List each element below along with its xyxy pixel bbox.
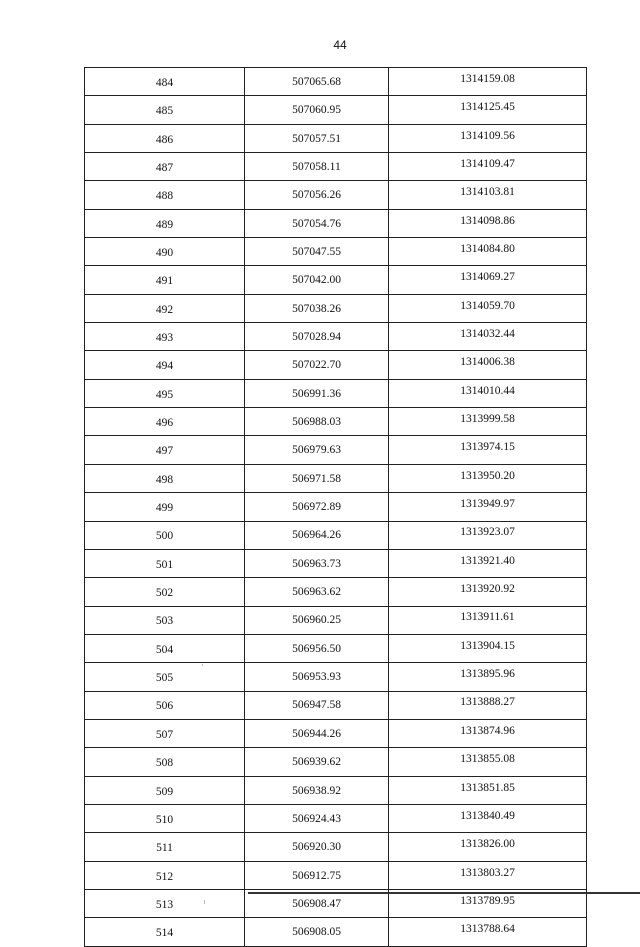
- table-row: [85, 691, 587, 719]
- x-coordinate-cell: 506908.47: [245, 889, 389, 917]
- table-row: [85, 153, 587, 181]
- table-row: [85, 209, 587, 237]
- x-coordinate-cell: 507022.70: [245, 351, 389, 379]
- table-row: [85, 68, 587, 96]
- table-row: [85, 606, 587, 634]
- y-coordinate-cell: 1313874.96: [389, 719, 587, 747]
- x-coordinate-cell: 506953.93: [245, 663, 389, 691]
- y-coordinate-cell: 1314032.44: [389, 323, 587, 351]
- x-coordinate-cell: 506912.75: [245, 861, 389, 889]
- point-number-cell: 505: [85, 663, 245, 691]
- scan-speck: [202, 664, 203, 666]
- point-number-cell: 491: [85, 266, 245, 294]
- point-number-cell: 503: [85, 606, 245, 634]
- y-coordinate-cell: 1314084.80: [389, 238, 587, 266]
- x-coordinate-cell: 506939.62: [245, 748, 389, 776]
- x-coordinate-cell: 507042.00: [245, 266, 389, 294]
- x-coordinate-cell: 506938.92: [245, 776, 389, 804]
- x-coordinate-cell: 507057.51: [245, 124, 389, 152]
- point-number-cell: 496: [85, 408, 245, 436]
- point-number-cell: 513: [85, 889, 245, 917]
- table-row: [85, 549, 587, 577]
- table-row: [85, 238, 587, 266]
- y-coordinate-cell: 1313950.20: [389, 464, 587, 492]
- point-number-cell: 494: [85, 351, 245, 379]
- point-number-cell: 490: [85, 238, 245, 266]
- x-coordinate-cell: 506964.26: [245, 521, 389, 549]
- table-row: [85, 804, 587, 832]
- x-coordinate-cell: 506963.62: [245, 578, 389, 606]
- y-coordinate-cell: 1313923.07: [389, 521, 587, 549]
- y-coordinate-cell: 1313904.15: [389, 634, 587, 662]
- point-number-cell: 511: [85, 833, 245, 861]
- point-number-cell: 486: [85, 124, 245, 152]
- y-coordinate-cell: 1313788.64: [389, 918, 587, 946]
- point-number-cell: 501: [85, 549, 245, 577]
- point-number-cell: 514: [85, 918, 245, 946]
- table-row: [85, 124, 587, 152]
- y-coordinate-cell: 1313920.92: [389, 578, 587, 606]
- y-coordinate-cell: 1313999.58: [389, 408, 587, 436]
- x-coordinate-cell: 506924.43: [245, 804, 389, 832]
- scan-speck: [204, 900, 205, 904]
- point-number-cell: 509: [85, 776, 245, 804]
- y-coordinate-cell: 1313911.61: [389, 606, 587, 634]
- x-coordinate-cell: 506908.05: [245, 918, 389, 946]
- y-coordinate-cell: 1313803.27: [389, 861, 587, 889]
- x-coordinate-cell: 507060.95: [245, 96, 389, 124]
- y-coordinate-cell: 1313851.85: [389, 776, 587, 804]
- point-number-cell: 508: [85, 748, 245, 776]
- x-coordinate-cell: 507054.76: [245, 209, 389, 237]
- x-coordinate-cell: 506991.36: [245, 379, 389, 407]
- point-number-cell: 489: [85, 209, 245, 237]
- point-number-cell: 500: [85, 521, 245, 549]
- x-coordinate-cell: 506971.58: [245, 464, 389, 492]
- x-coordinate-cell: 507038.26: [245, 294, 389, 322]
- table-row: [85, 663, 587, 691]
- y-coordinate-cell: 1313840.49: [389, 804, 587, 832]
- y-coordinate-cell: 1314010.44: [389, 379, 587, 407]
- coordinate-table: [84, 67, 587, 947]
- y-coordinate-cell: 1313949.97: [389, 493, 587, 521]
- point-number-cell: 484: [85, 68, 245, 96]
- x-coordinate-cell: 506972.89: [245, 493, 389, 521]
- x-coordinate-cell: 506979.63: [245, 436, 389, 464]
- y-coordinate-cell: 1314109.47: [389, 153, 587, 181]
- table-row: [85, 436, 587, 464]
- point-number-cell: 504: [85, 634, 245, 662]
- table-row: [85, 96, 587, 124]
- point-number-cell: 487: [85, 153, 245, 181]
- y-coordinate-cell: 1314159.08: [389, 68, 587, 96]
- point-number-cell: 493: [85, 323, 245, 351]
- x-coordinate-cell: 507047.55: [245, 238, 389, 266]
- table-row: [85, 578, 587, 606]
- point-number-cell: 492: [85, 294, 245, 322]
- page-bottom-rule: [248, 892, 640, 894]
- point-number-cell: 495: [85, 379, 245, 407]
- point-number-cell: 502: [85, 578, 245, 606]
- coordinate-table-body: [85, 68, 587, 947]
- x-coordinate-cell: 506920.30: [245, 833, 389, 861]
- point-number-cell: 507: [85, 719, 245, 747]
- table-row: [85, 918, 587, 946]
- y-coordinate-cell: 1313895.96: [389, 663, 587, 691]
- table-row: [85, 379, 587, 407]
- table-row: [85, 294, 587, 322]
- table-row: [85, 181, 587, 209]
- x-coordinate-cell: 507058.11: [245, 153, 389, 181]
- table-row: [85, 351, 587, 379]
- point-number-cell: 485: [85, 96, 245, 124]
- table-row: [85, 464, 587, 492]
- x-coordinate-cell: 506944.26: [245, 719, 389, 747]
- point-number-cell: 510: [85, 804, 245, 832]
- y-coordinate-cell: 1313789.95: [389, 889, 587, 917]
- table-row: [85, 776, 587, 804]
- x-coordinate-cell: 506960.25: [245, 606, 389, 634]
- x-coordinate-cell: 507028.94: [245, 323, 389, 351]
- table-row: [85, 493, 587, 521]
- y-coordinate-cell: 1314109.56: [389, 124, 587, 152]
- table-row: [85, 861, 587, 889]
- table-row: [85, 266, 587, 294]
- point-number-cell: 506: [85, 691, 245, 719]
- page-number: 44: [333, 38, 347, 52]
- point-number-cell: 499: [85, 493, 245, 521]
- y-coordinate-cell: 1314098.86: [389, 209, 587, 237]
- point-number-cell: 488: [85, 181, 245, 209]
- point-number-cell: 497: [85, 436, 245, 464]
- y-coordinate-cell: 1314103.81: [389, 181, 587, 209]
- y-coordinate-cell: 1313921.40: [389, 549, 587, 577]
- table-row: [85, 408, 587, 436]
- y-coordinate-cell: 1314059.70: [389, 294, 587, 322]
- table-row: [85, 748, 587, 776]
- x-coordinate-cell: 507065.68: [245, 68, 389, 96]
- point-number-cell: 498: [85, 464, 245, 492]
- table-row: [85, 323, 587, 351]
- x-coordinate-cell: 506947.58: [245, 691, 389, 719]
- x-coordinate-cell: 506956.50: [245, 634, 389, 662]
- x-coordinate-cell: 506988.03: [245, 408, 389, 436]
- y-coordinate-cell: 1313974.15: [389, 436, 587, 464]
- x-coordinate-cell: 507056.26: [245, 181, 389, 209]
- y-coordinate-cell: 1313888.27: [389, 691, 587, 719]
- table-row: [85, 521, 587, 549]
- point-number-cell: 512: [85, 861, 245, 889]
- y-coordinate-cell: 1314006.38: [389, 351, 587, 379]
- y-coordinate-cell: 1314069.27: [389, 266, 587, 294]
- y-coordinate-cell: 1313826.00: [389, 833, 587, 861]
- y-coordinate-cell: 1314125.45: [389, 96, 587, 124]
- table-row: [85, 719, 587, 747]
- table-row: [85, 634, 587, 662]
- table-row: [85, 833, 587, 861]
- y-coordinate-cell: 1313855.08: [389, 748, 587, 776]
- x-coordinate-cell: 506963.73: [245, 549, 389, 577]
